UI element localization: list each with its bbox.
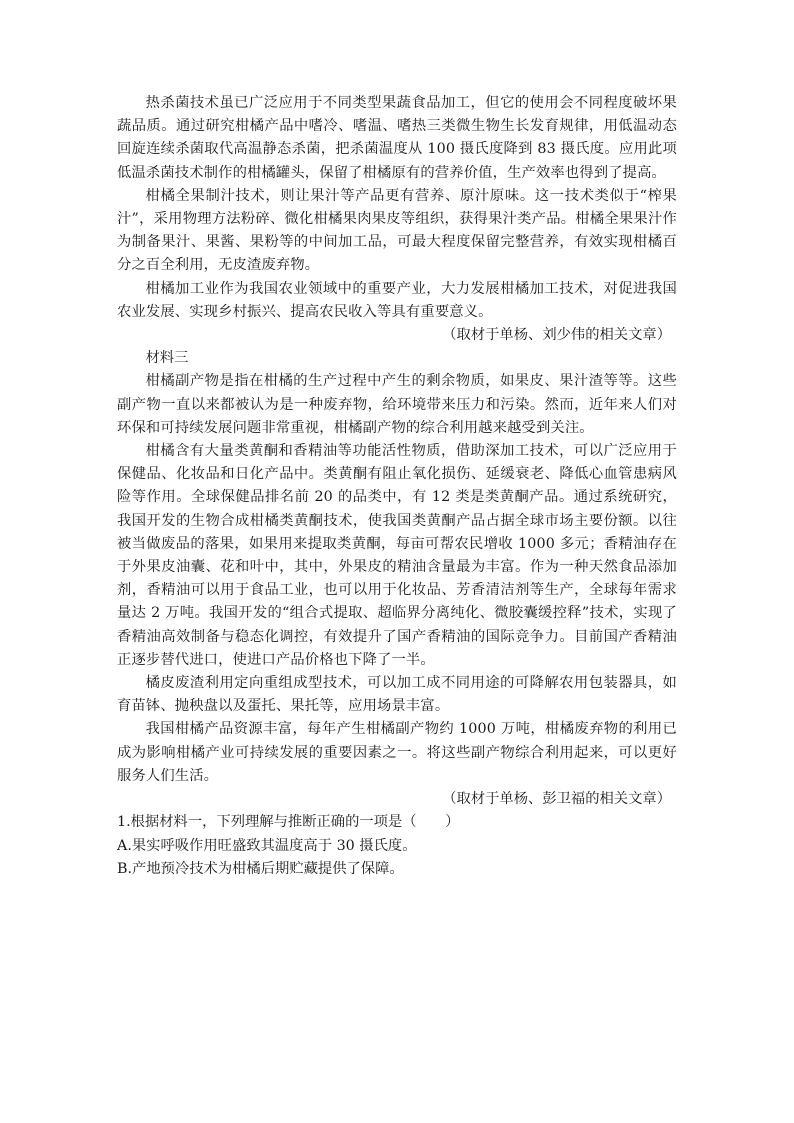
answer-option-b: B.产地预冷技术为柑橘后期贮藏提供了保障。: [117, 860, 404, 877]
paragraph: 我国柑橘产品资源丰富，每年产生柑橘副产物约 1000 万吨，柑橘废弃物的利用已成为影响柑橘产业可持续发展的重要因素之一。将这些副产物综合利用起来，可以更好服务人们生活。: [117, 721, 677, 784]
paragraph: 柑橘全果制汁技术，则让果汁等产品更有营养、原汁原味。这一技术类似于“榨果汁”，采用物理方法粉碎、微化柑橘果肉果皮等组织，获得果汁类产品。柑橘全果果汁作为制备果汁、果酱、果粉等的中间加工品，可最大程度保留完整营养，有效实现柑橘百分之百全利用，无皮渣废弃物。: [117, 187, 677, 274]
material-two-section: [117, 92, 677, 347]
paragraph: 柑橘加工业作为我国农业领域中的重要产业，大力发展柑橘加工技术，对促进我国农业发展、实现乡村振兴、提高农民收入等具有重要意义。: [117, 280, 677, 320]
paragraph: 柑橘含有大量类黄酮和香精油等功能活性物质，借助深加工技术，可以广泛应用于保健品、化妆品和日化产品中。类黄酮有阻止氧化损伤、延缓衰老、降低心血管患病风险等作用。全球保健品排名前 20 的品类中，有 12 类是类黄酮产品。通过系统研究，我国开发的生物合成柑橘类黄酮技术，使我国类黄酮产品占据全球市场主要份额。以往被当做废品的落果，如果用来提取类黄酮，每亩可帮农民增收 1000 多元；香精油存在于外果皮油囊、花和叶中，其中，外果皮的精油含量最为丰富。作为一种天然食品添加剂，香精油可以用于食品工业，也可以用于化妆品、芳香清洁剂等生产，全球每年需求量达 2 万吨。我国开发的“组合式提取、超临界分离纯化、微胶囊缓控释”技术，实现了香精油高效制备与稳态化调控，有效提升了国产香精油的国际竞争力。目前国产香精油正逐步替代进口，使进口产品价格也下降了一半。: [117, 443, 677, 668]
material-three-section: [117, 347, 677, 811]
paragraph: 橘皮废渣利用定向重组成型技术，可以加工成不同用途的可降解农用包装器具，如育苗钵、抛秧盘以及蛋托、果托等，应用场景丰富。: [117, 675, 677, 715]
answer-option-a: A.果实呼吸作用旺盛致其温度高于 30 摄氏度。: [117, 837, 417, 854]
document-body: [117, 92, 677, 881]
section-heading: 材料三: [145, 350, 189, 367]
source-citation: （取材于单杨、刘少伟的相关文章）: [442, 327, 671, 344]
question-stem: 1.根据材料一，下列理解与推断正确的一项是（ ）: [117, 814, 460, 831]
paragraph: 柑橘副产物是指在柑橘的生产过程中产生的剩余物质，如果皮、果汁渣等等。这些副产物一直以来都被认为是一种废弃物，给环境带来压力和污染。然而，近年来人们对环保和可持续发展问题非常重视，柑橘副产物的综合利用越来越受到关注。: [117, 373, 677, 436]
question-section: [117, 811, 677, 881]
source-citation: （取材于单杨、彭卫福的相关文章）: [442, 791, 671, 808]
paragraph: 热杀菌技术虽已广泛应用于不同类型果蔬食品加工，但它的使用会不同程度破坏果蔬品质。通过研究柑橘产品中嗜冷、嗜温、嗜热三类微生物生长发育规律，用低温动态回旋连续杀菌取代高温静态杀菌，把杀菌温度从 100 摄氏度降到 83 摄氏度。应用此项低温杀菌技术制作的柑橘罐头，保留了柑橘原有的营养价值，生产效率也得到了提高。: [117, 95, 677, 181]
